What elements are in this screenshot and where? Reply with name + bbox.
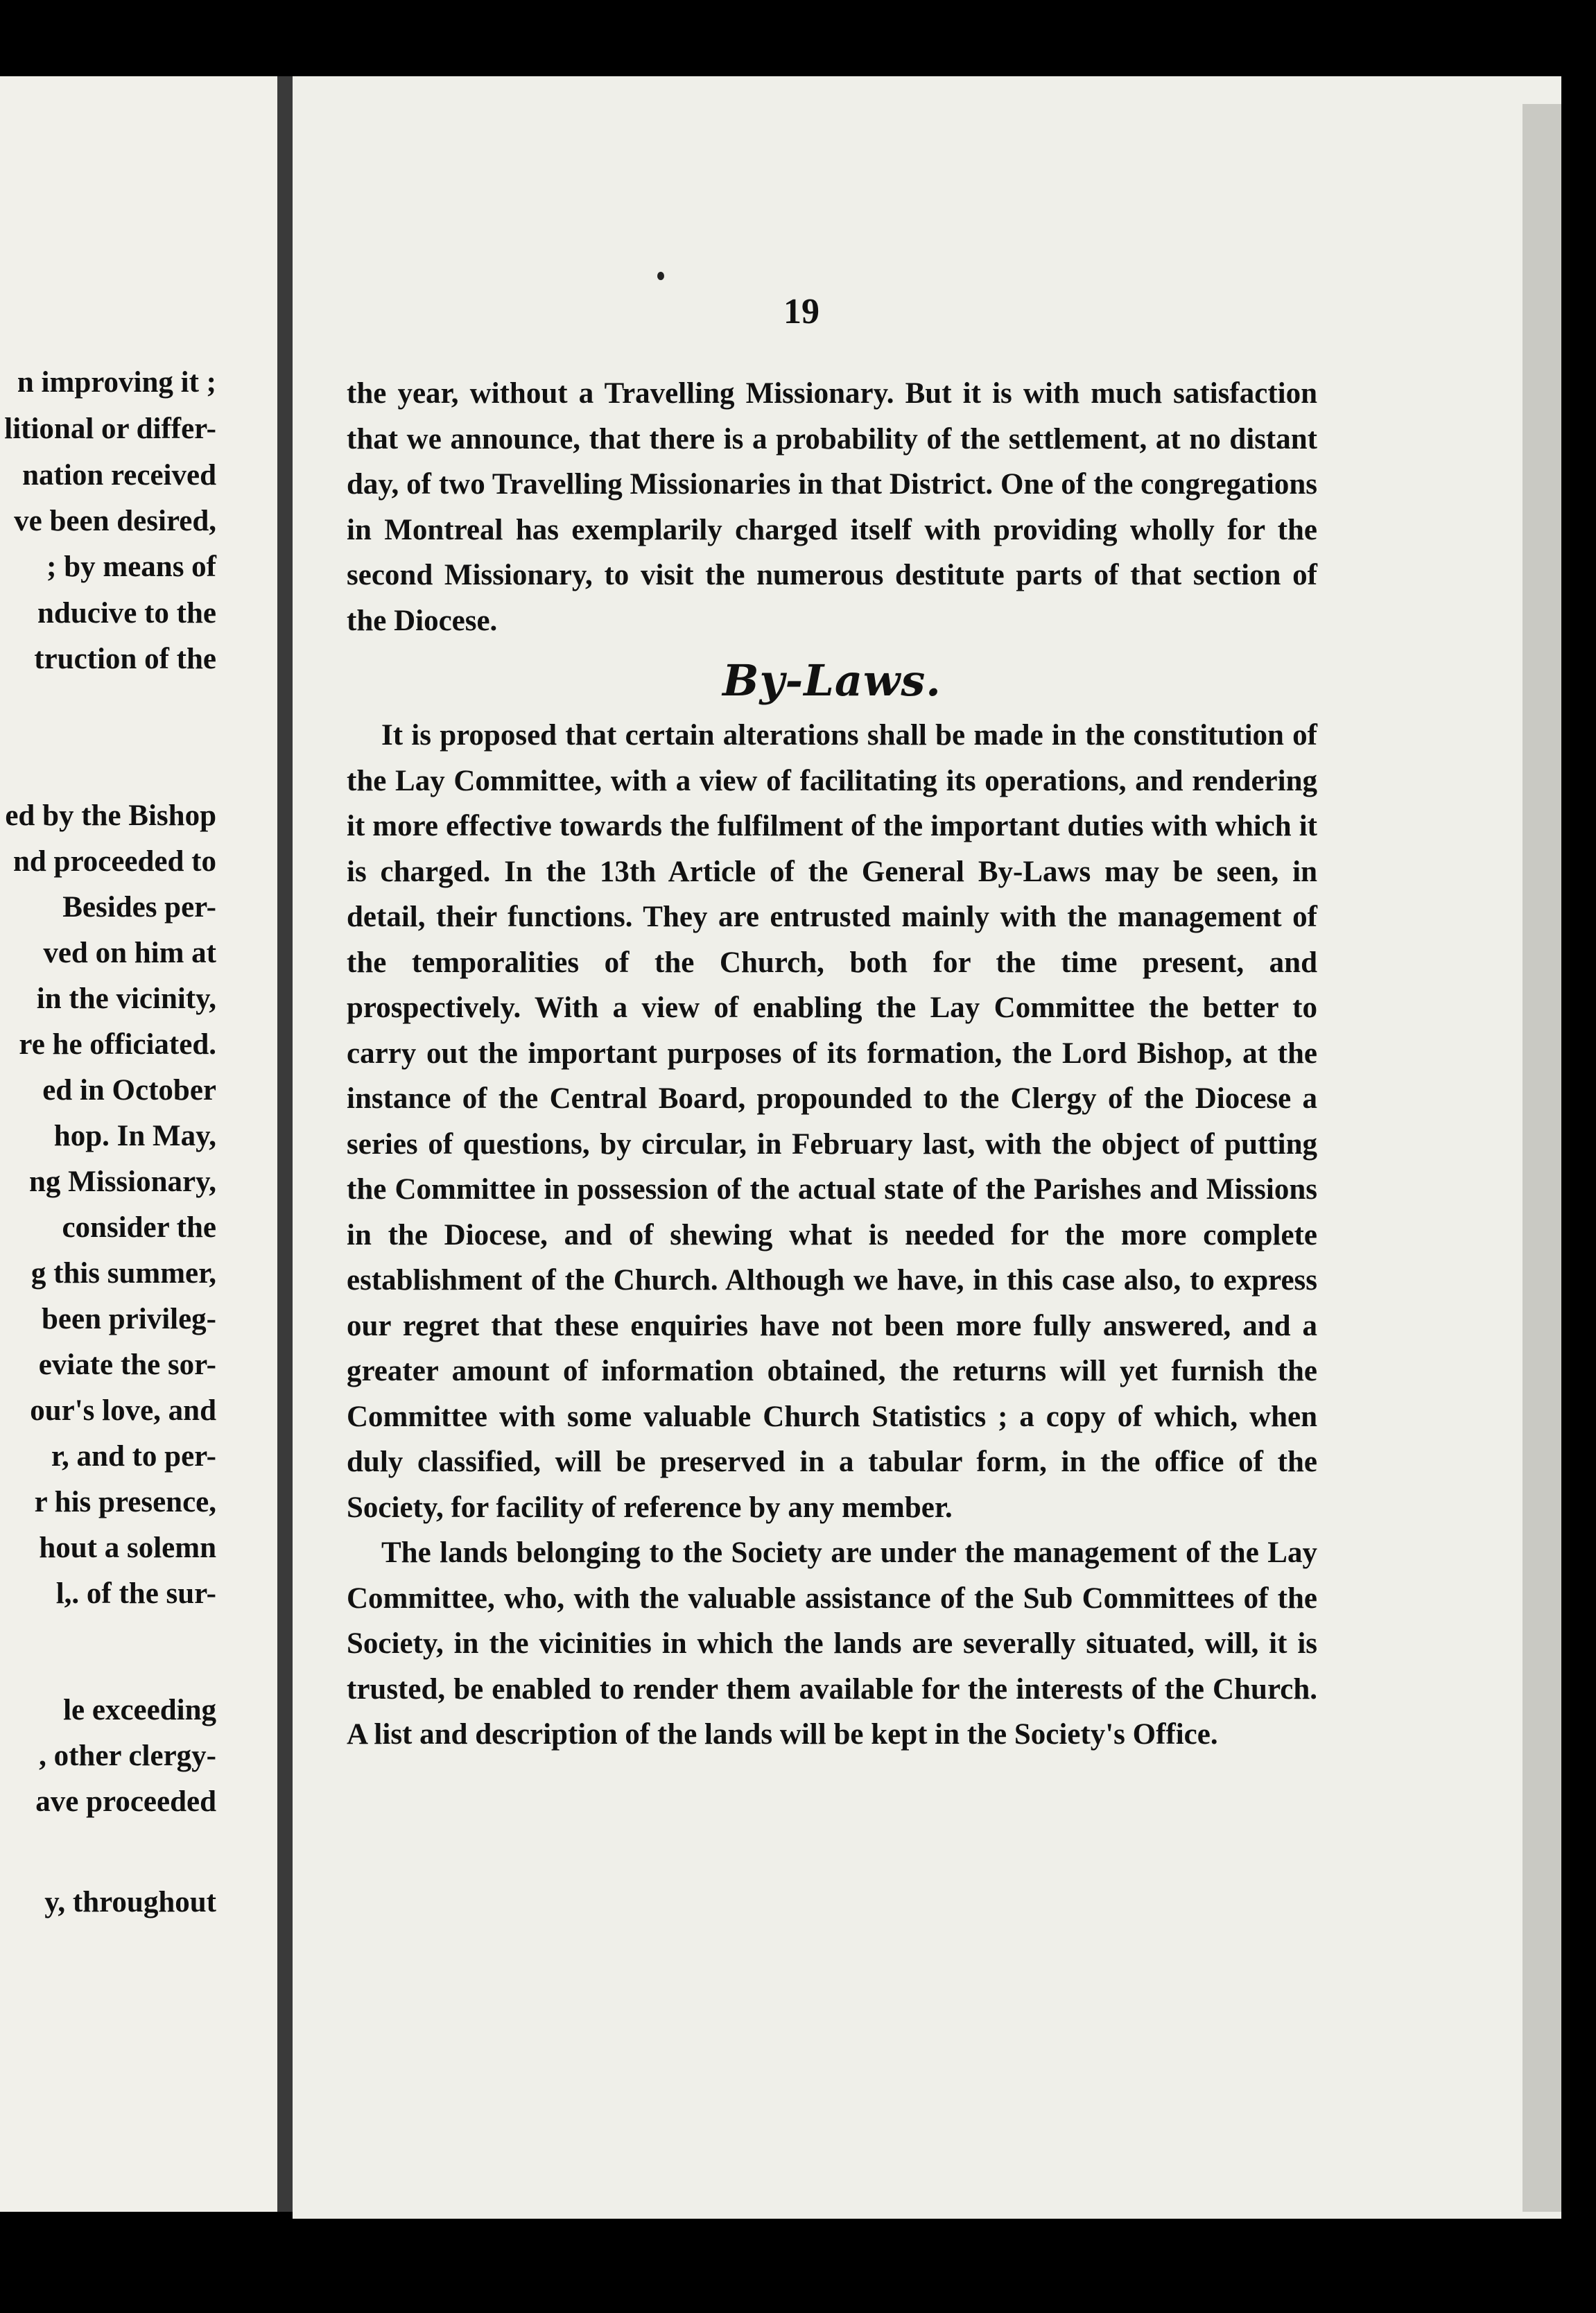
left-page-line: r, and to per- [51,1440,216,1473]
left-page-line: ; by means of [46,551,216,583]
left-page-line: nd proceeded to [12,845,216,878]
left-page-line: ed by the Bishop [5,799,216,832]
paragraph-3: The lands belonging to the Society are under the management of the Lay Committee, who, with the valuable assistance of the Sub Committees of the Society, in the vicinities in which the lands are severally situated, will, it is trusted, be enabled to render them available for the interests of the Church. A list and description of the lands will be kept in the Society's Office. [347,1536,1317,1751]
left-page-line: Besides per- [62,891,216,924]
left-page-line: consider the [62,1211,216,1244]
left-page-line: ve been desired, [14,505,216,537]
left-page-line: eviate the sor- [38,1349,216,1381]
left-page [0,76,277,2212]
left-page-line: our's love, and [30,1394,216,1427]
left-page-line: n improving it ; [17,366,216,399]
section-heading: By-Laws. [722,655,942,706]
left-page-line: l,. of the sur- [55,1577,216,1610]
left-page-line: hout a solemn [39,1532,216,1564]
left-page-line: y, throughout [44,1886,216,1918]
paragraph-2: It is proposed that certain alterations shall be made in the constitution of the Lay Committee, with a view of facilitating its operations, and rendering it more effective towards the fulfilment of the important duties with which it is charged. In the 13th Article of the General By-Laws may be seen, in detail, their functions. They are entrusted mainly with the management of the temporalities of the Church, both for the time present, and prospectively. With a view of enabling the Lay Committee the better to carry out the important purposes of its formation, the Lord Bishop, at the instance of the Central Board, propounded to the Clergy of the Diocese a series of questions, by circular, in February last, with the object of putting the Committee in possession of the actual state of the Parishes and Missions in the Diocese, and of shewing what is needed for the more complete establishment of the Church. Although we have, in this case also, to express our regret that these enquiries have not been more fully answered, and a greater amount of information obtained, the returns will yet furnish the Committee with some valuable Church Statistics ; a copy of which, when duly classified, will be preserved in a tabular form, in the office of the Society, for facility of reference by any member. [347,719,1317,1524]
left-page-line: ave proceeded [35,1785,216,1818]
left-page-line: re he officiated. [19,1028,216,1061]
left-page-line: truction of the [34,643,216,675]
page-number: 19 [783,292,819,331]
paragraph-1: the year, without a Travelling Missionary. But it is with much satisfaction that we announce, that there is a probability of the settlement, at no distant day, of two Travelling Missionaries in that District. One of the congregations in Montreal has exemplarily charged itself with providing wholly for the second Missionary, to visit the numerous destitute parts of that section of the Diocese. [347,377,1317,637]
page-edge-shadow [1523,104,1561,2212]
left-page-line: g this summer, [31,1257,216,1290]
ink-dot [657,272,664,280]
left-page-line: ved on him at [43,937,216,969]
left-page-line: nation received [22,459,216,492]
book-gutter [277,76,293,2212]
left-page-line: been privileg- [42,1303,216,1335]
left-page-line: , other clergy- [39,1740,216,1772]
left-page-line: ed in October [42,1074,216,1107]
left-page-line: ng Missionary, [29,1166,216,1198]
main-text [347,371,1317,1758]
left-page-line: in the vicinity, [36,982,216,1015]
left-page-line: hop. In May, [53,1120,216,1152]
left-page-line: r his presence, [34,1486,216,1518]
left-page-line: nducive to the [37,597,216,630]
left-page-line: litional or differ- [4,413,216,445]
left-page-line: le exceeding [63,1694,216,1726]
